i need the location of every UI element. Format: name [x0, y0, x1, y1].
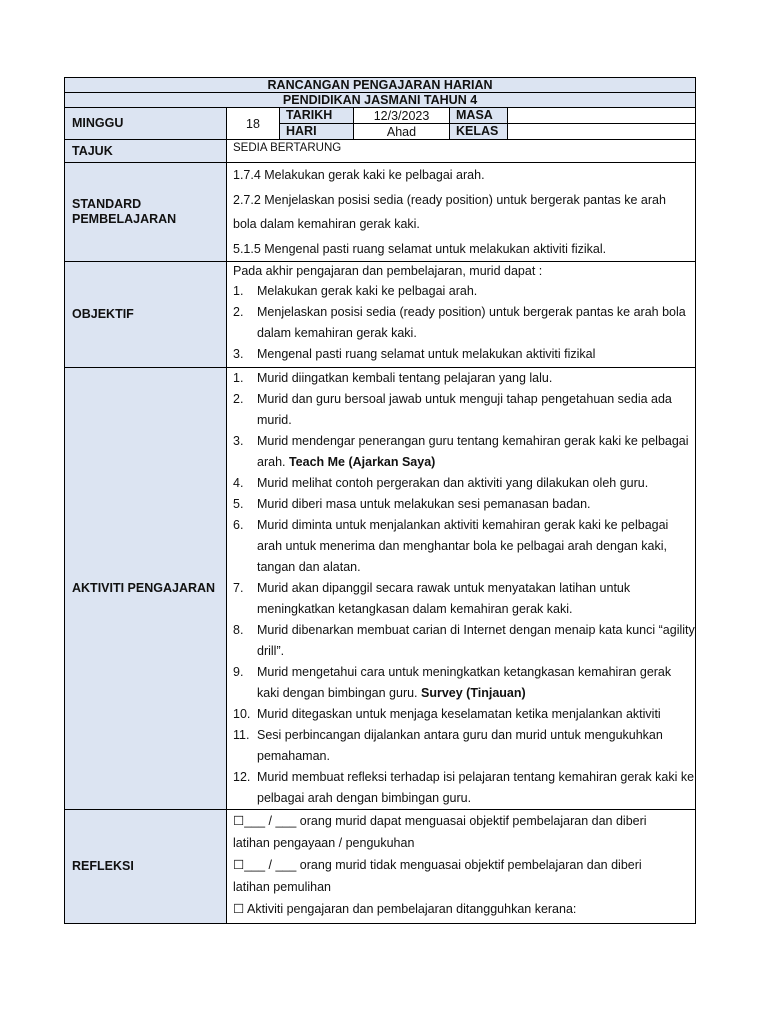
- aktiviti-content: [227, 368, 696, 810]
- tarikh-value: 12/3/2023: [354, 108, 450, 124]
- objektif-intro: Pada akhir pengajaran dan pembelajaran, murid dapat :: [233, 264, 543, 278]
- list-item: 1. Murid diingatkan kembali tentang pelajaran yang lalu.: [233, 371, 553, 385]
- refleksi-label: REFLEKSI: [65, 810, 227, 924]
- aktiviti-label: AKTIVITI PENGAJARAN: [65, 368, 227, 810]
- masa-value: [508, 108, 696, 124]
- objektif-list: [233, 281, 695, 365]
- list-item: 4. Murid melihat contoh pergerakan dan aktiviti yang dilakukan oleh guru.: [233, 476, 649, 490]
- list-item: 12. Murid membuat refleksi terhadap isi pelajaran tentang kemahiran gerak kaki ke pelbagai arah dengan bimbingan guru.: [233, 770, 695, 805]
- list-item: 5. Murid diberi masa untuk melakukan sesi pemanasan badan.: [233, 497, 591, 511]
- refleksi-line: ☐ Aktiviti pengajaran dan pembelajaran ditangguhkan kerana:: [233, 902, 577, 916]
- list-item: 9. Murid mengetahui cara untuk meningkatkan ketangkasan kemahiran gerak kaki dengan bimbingan guru. Survey (Tinjauan): [233, 665, 672, 700]
- minggu-value: 18: [227, 108, 280, 140]
- refleksi-content: [227, 810, 696, 924]
- list-item: 2. Murid dan guru bersoal jawab untuk menguji tahap pengetahuan sedia ada murid.: [233, 392, 672, 427]
- list-item: 6. Murid diminta untuk menjalankan aktiviti kemahiran gerak kaki ke pelbagai arah untuk menerima dan menghantar bola ke pelbagai arah dengan kaki, tangan dan alatan.: [233, 518, 669, 574]
- list-item: 8. Murid dibenarkan membuat carian di Internet dengan menaip kata kunci “agility drill”.: [233, 623, 695, 658]
- masa-label: MASA: [450, 108, 508, 124]
- list-item: 3. Mengenal pasti ruang selamat untuk melakukan aktiviti fizikal: [233, 347, 596, 361]
- tarikh-label: TARIKH: [280, 108, 354, 124]
- refleksi-line: latihan pengayaan / pengukuhan: [233, 836, 415, 850]
- list-item: 11. Sesi perbincangan dijalankan antara guru dan murid untuk mengukuhkan pemahaman.: [233, 728, 663, 763]
- list-item: 3. Murid mendengar penerangan guru tentang kemahiran gerak kaki ke pelbagai arah. Teach Me (Ajarkan Saya): [233, 434, 689, 469]
- document-title: RANCANGAN PENGAJARAN HARIAN: [65, 78, 696, 93]
- list-item: 7. Murid akan dipanggil secara rawak untuk menyatakan latihan untuk meningkatkan ketangkasan dalam kemahiran gerak kaki.: [233, 581, 631, 616]
- tajuk-value: SEDIA BERTARUNG: [227, 140, 696, 163]
- standard-line: 5.1.5 Mengenal pasti ruang selamat untuk melakukan aktiviti fizikal.: [233, 241, 607, 256]
- refleksi-line: ☐___ / ___ orang murid dapat menguasai objektif pembelajaran dan diberi: [233, 814, 647, 828]
- standard-content: [227, 163, 696, 262]
- tajuk-label: TAJUK: [65, 140, 227, 163]
- standard-line: bola dalam kemahiran gerak kaki.: [233, 217, 420, 231]
- refleksi-line: latihan pemulihan: [233, 880, 331, 894]
- aktiviti-list: [233, 368, 695, 809]
- list-item: 10. Murid ditegaskan untuk menjaga keselamatan ketika menjalankan aktiviti: [233, 707, 661, 721]
- hari-label: HARI: [280, 124, 354, 140]
- kelas-value: [508, 124, 696, 140]
- lesson-plan-table: [64, 77, 696, 924]
- standard-label: STANDARD PEMBELAJARAN: [65, 163, 227, 262]
- document-subtitle: PENDIDIKAN JASMANI TAHUN 4: [65, 93, 696, 108]
- standard-line: 1.7.4 Melakukan gerak kaki ke pelbagai arah.: [233, 168, 485, 182]
- refleksi-line: ☐___ / ___ orang murid tidak menguasai objektif pembelajaran dan diberi: [233, 858, 642, 872]
- standard-line: 2.7.2 Menjelaskan posisi sedia (ready position) untuk bergerak pantas ke arah: [233, 192, 666, 207]
- list-item: 2. Menjelaskan posisi sedia (ready position) untuk bergerak pantas ke arah bola dalam kemahiran gerak kaki.: [233, 305, 686, 340]
- objektif-label: OBJEKTIF: [65, 262, 227, 368]
- objektif-content: [227, 262, 696, 368]
- kelas-label: KELAS: [450, 124, 508, 140]
- list-item: 1. Melakukan gerak kaki ke pelbagai arah.: [233, 284, 478, 298]
- minggu-label: MINGGU: [65, 108, 227, 140]
- hari-value: Ahad: [354, 124, 450, 140]
